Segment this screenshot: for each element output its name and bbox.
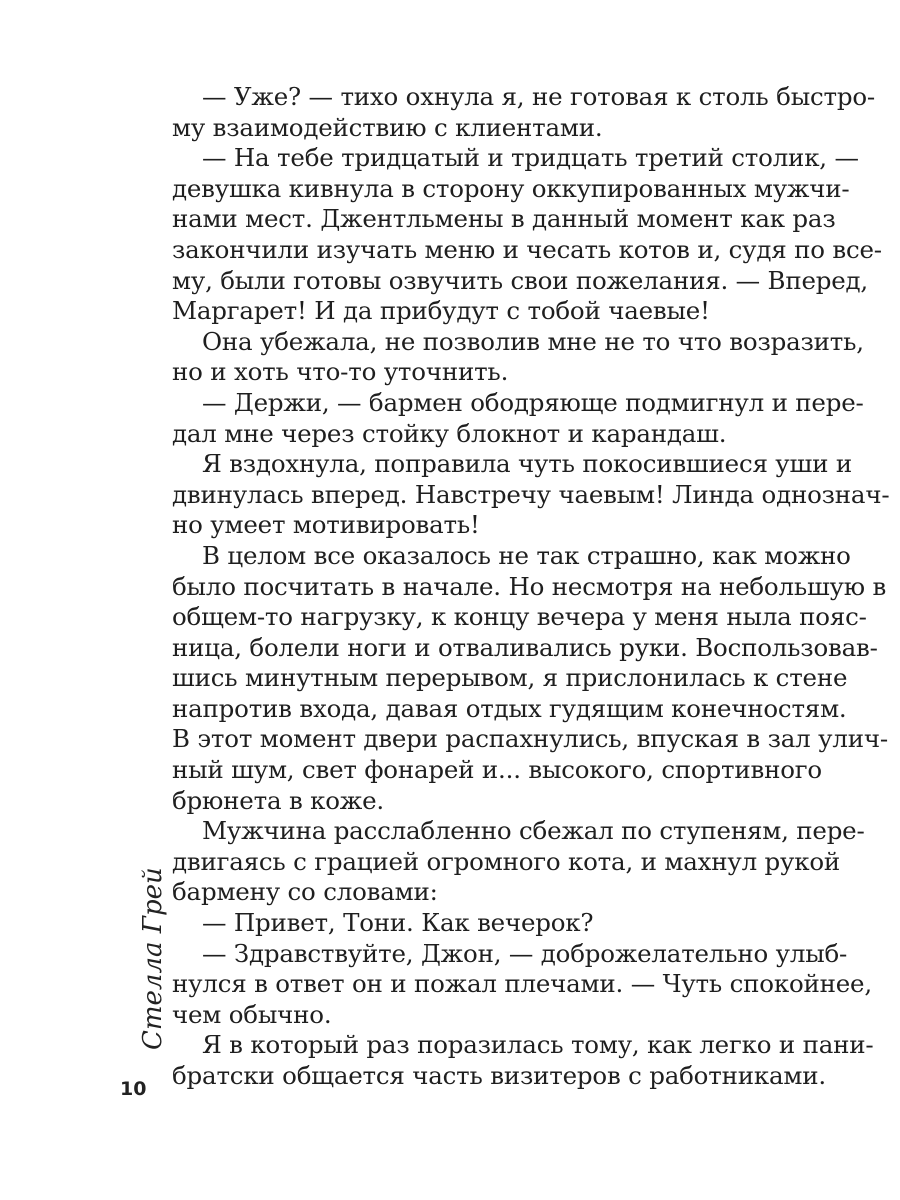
text-line: Я вздохнула, поправила чуть покосившиеся уши и xyxy=(202,449,852,479)
text-line: брюнета в коже. xyxy=(172,785,385,815)
text-line: нулся в ответ он и пожал плечами. — Чуть спокойнее, xyxy=(172,969,872,999)
text-line: братски общается часть визитеров с работниками. xyxy=(172,1061,826,1090)
text-line: бармену со словами: xyxy=(172,877,438,907)
text-line: двинулась вперед. Навстречу чаевым! Линда однознач- xyxy=(172,479,890,509)
text-line: — Привет, Тони. Как вечерок? xyxy=(202,908,594,938)
text-line: ный шум, свет фонарей и... высокого, спортивного xyxy=(172,755,822,785)
text-line: двигаясь с грацией огромного кота, и махнул рукой xyxy=(172,846,841,876)
text-line: Мужчина расслабленно сбежал по ступеням, пере- xyxy=(202,816,865,846)
text-line: Я в который раз поразилась тому, как легко и пани- xyxy=(202,1030,874,1060)
text-line: но умеет мотивировать! xyxy=(172,510,480,540)
text-line: чем обычно. xyxy=(172,999,332,1029)
text-line: но и хоть что-то уточнить. xyxy=(172,357,509,387)
text-line: шись минутным перерывом, я прислонилась к стене xyxy=(172,663,848,693)
text-line: общем-то нагрузку, к концу вечера у меня ныла пояс- xyxy=(172,602,867,632)
text-line: — Уже? — тихо охнула я, не готовая к столь быстро- xyxy=(202,82,875,111)
text-line: Она убежала, не позволив мне не то что возразить, xyxy=(202,326,864,356)
text-line: — Здравствуйте, Джон, — доброжелательно улыб- xyxy=(202,938,848,968)
text-line: — На тебе тридцатый и тридцать третий столик, — xyxy=(202,143,859,173)
text-line: закончили изучать меню и чесать котов и, судя по все- xyxy=(172,234,882,264)
body-text xyxy=(172,82,890,1092)
text-line: ница, болели ноги и отваливались руки. Воспользовав- xyxy=(172,632,878,662)
text-line: нами мест. Джентльмены в данный момент как раз xyxy=(172,204,836,234)
text-line: было посчитать в начале. Но несмотря на небольшую в xyxy=(172,571,887,601)
text-line: му, были готовы озвучить свои пожелания. — Вперед, xyxy=(172,265,869,295)
text-line: В этот момент двери распахнулись, впуская в зал улич- xyxy=(172,724,888,754)
running-title: Стелла Грей xyxy=(138,867,168,1050)
text-line: напротив входа, давая отдых гудящим конечностям. xyxy=(172,693,847,723)
text-line: — Держи, — бармен ободряюще подмигнул и пере- xyxy=(202,387,864,417)
text-line: девушка кивнула в сторону оккупированных мужчи- xyxy=(172,173,850,203)
text-line: дал мне через стойку блокнот и карандаш. xyxy=(172,418,727,448)
text-line: В целом все оказалось не так страшно, как можно xyxy=(202,540,851,570)
text-line: Маргарет! И да прибудут с тобой чаевые! xyxy=(172,296,710,326)
page-number: 10 xyxy=(120,1078,147,1100)
text-line: му взаимодействию с клиентами. xyxy=(172,112,603,142)
